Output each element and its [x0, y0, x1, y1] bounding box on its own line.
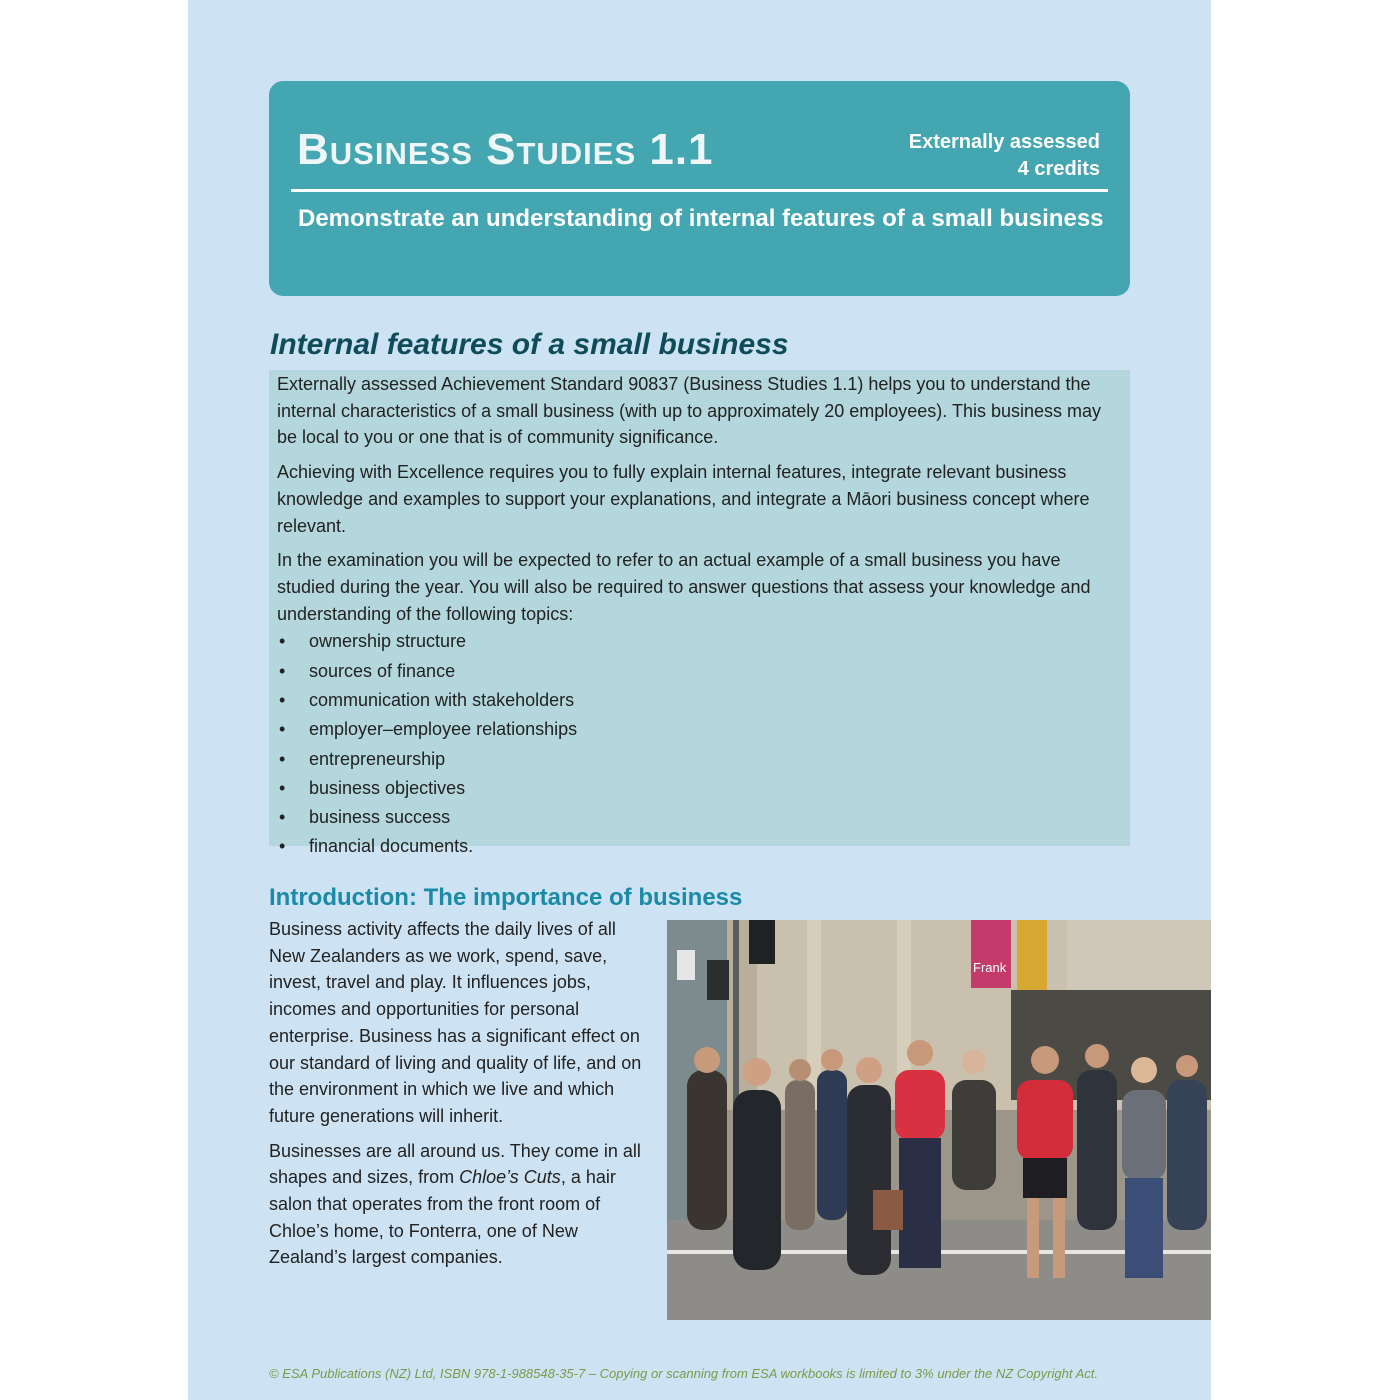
intro-paragraph [269, 1138, 654, 1272]
overview-box [269, 370, 1130, 857]
standard-subtitle: Demonstrate an understanding of internal features of a small business [298, 205, 1104, 232]
topic-item: • ownership structure [277, 627, 1122, 656]
intro-paragraph: Business activity affects the daily lives of all New Zealanders as we work, spend, save, invest, travel and play. It influences jobs, incomes and opportunities for personal enterprise. Business has a significant effect on our standard of living and quality of life, and on the environment in which we live and which future generations will inherit. [269, 919, 642, 1126]
shop-sign-text: Frank [973, 960, 1007, 975]
topic-item: • business objectives [277, 774, 1122, 803]
overview-paragraph: Externally assessed Achievement Standard 90837 (Business Studies 1.1) helps you to understand the internal characteristics of a small business (with up to approximately 20 employees). This business may be local to you or one that is of community significance. [277, 374, 1102, 448]
business-example-name: Chloe’s Cuts [459, 1167, 561, 1188]
topic-item: • financial documents. [277, 832, 1122, 861]
topic-item: • business success [277, 803, 1122, 832]
intro-text-part: , a hair salon that operates from the front room of Chloe’s home, to Fonterra, one of New Zealand’s largest companies. [269, 1167, 616, 1268]
copyright-footer: © ESA Publications (NZ) Ltd, ISBN 978-1-988548-35-7 – Copying or scanning from ESA workbooks is limited to 3% under the NZ Copyright Act. [269, 1366, 1098, 1381]
topic-item: • sources of finance [277, 657, 1122, 686]
intro-text-part: Businesses are all around us. They come in all shapes and sizes, from [269, 1140, 641, 1188]
credits-count: 4 credits [1017, 158, 1100, 180]
topics-list [277, 627, 1122, 861]
intro-heading: Introduction: The importance of business [269, 884, 743, 911]
street-crowd-photo [667, 920, 1211, 1320]
topic-item: • communication with stakeholders [277, 686, 1122, 715]
standard-header-box [269, 81, 1130, 296]
workbook-page [188, 0, 1211, 1400]
header-divider [291, 189, 1108, 192]
overview-paragraph: Achieving with Excellence requires you to fully explain internal features, integrate relevant business knowledge and examples to support your explanations, and integrate a Māori business concept where relevant. [277, 462, 1090, 536]
overview-paragraph: In the examination you will be expected to refer to an actual example of a small business you have studied during the year. You will also be required to answer questions that assess your knowledge and understanding of the following topics: [277, 550, 1091, 624]
standard-title: Business Studies 1.1 [297, 125, 714, 174]
crowd-illustration [667, 920, 1211, 1320]
section-heading: Internal features of a small business [270, 328, 789, 361]
topic-item: • employer–employee relationships [277, 715, 1122, 744]
topic-item: • entrepreneurship [277, 745, 1122, 774]
assessment-type: Externally assessed [908, 131, 1100, 153]
assessment-info [909, 129, 1100, 183]
intro-body [269, 916, 654, 1279]
